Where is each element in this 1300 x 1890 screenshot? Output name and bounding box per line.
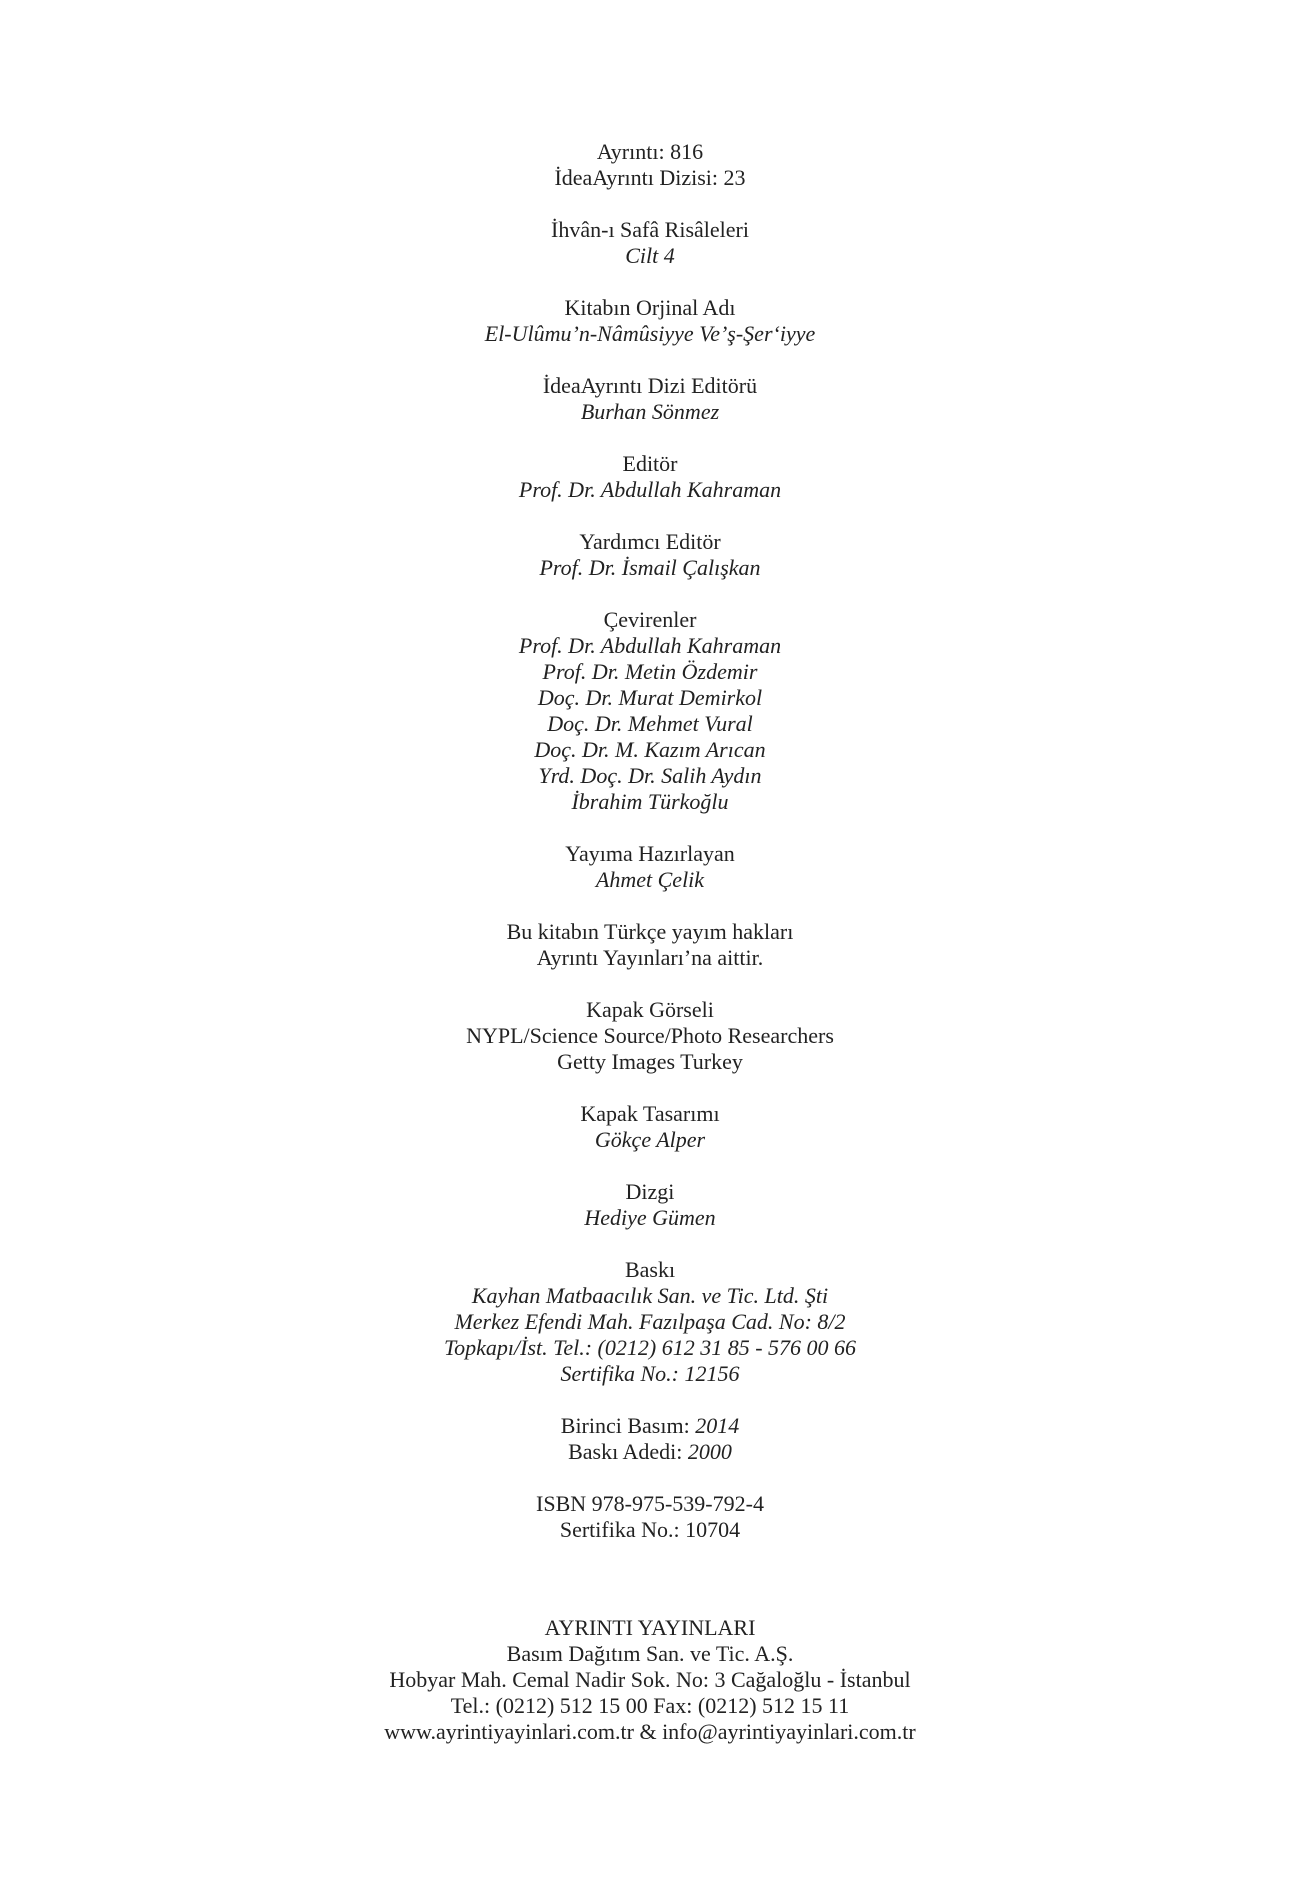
- assistant-editor-label: Yardımcı Editör: [579, 529, 721, 554]
- series-editor-label: İdeaAyrıntı Dizi Editörü: [542, 373, 758, 398]
- publisher-block: [0, 1615, 1300, 1745]
- publisher-company: Basım Dağıtım San. ve Tic. A.Ş.: [506, 1641, 794, 1666]
- book-volume: Cilt 4: [625, 243, 675, 268]
- printer-line: Topkapı/İst. Tel.: (0212) 612 31 85 - 576 00 66: [443, 1335, 857, 1360]
- print-run: [0, 1439, 1300, 1465]
- series-number: Ayrıntı: 816: [596, 139, 704, 164]
- publisher-name: AYRINTI YAYINLARI: [544, 1615, 756, 1640]
- prepared-by-name: Ahmet Çelik: [595, 867, 705, 892]
- translator-name: Yrd. Doç. Dr. Salih Aydın: [538, 763, 762, 788]
- publisher-web: www.ayrintiyayinlari.com.tr & info@ayrintiyayinlari.com.tr: [384, 1719, 916, 1744]
- printer-line: Merkez Efendi Mah. Fazılpaşa Cad. No: 8/2: [454, 1309, 846, 1334]
- cover-image-credit-1: NYPL/Science Source/Photo Researchers: [466, 1023, 834, 1048]
- translator-name: İbrahim Türkoğlu: [571, 789, 729, 814]
- printer-line: Sertifika No.: 12156: [560, 1361, 740, 1386]
- cover-image-credit-2: Getty Images Turkey: [557, 1049, 743, 1074]
- translator-name: Prof. Dr. Abdullah Kahraman: [518, 633, 782, 658]
- publisher-address: Hobyar Mah. Cemal Nadir Sok. No: 3 Cağaloğlu - İstanbul: [389, 1667, 911, 1692]
- translator-name: Doç. Dr. M. Kazım Arıcan: [534, 737, 766, 762]
- first-edition-year: 2014: [695, 1413, 740, 1438]
- prepared-by-label: Yayıma Hazırlayan: [565, 841, 735, 866]
- translators-label: Çevirenler: [603, 607, 697, 632]
- book-title: İhvân-ı Safâ Risâleleri: [551, 217, 749, 242]
- editor-label: Editör: [622, 451, 678, 476]
- assistant-editor-name: Prof. Dr. İsmail Çalışkan: [539, 555, 761, 580]
- original-title-label: Kitabın Orjinal Adı: [564, 295, 736, 320]
- first-edition: [0, 1413, 1300, 1439]
- original-title-value: El-Ulûmu’n-Nâmûsiyye Ve’ş-Şer‘iyye: [484, 321, 816, 346]
- typesetting-name: Hediye Gümen: [584, 1205, 716, 1230]
- first-edition-label: Birinci Basım:: [560, 1413, 690, 1438]
- series-editor-name: Burhan Sönmez: [580, 399, 720, 424]
- print-run-label: Baskı Adedi:: [568, 1439, 683, 1464]
- print-run-count: 2000: [687, 1439, 732, 1464]
- cover-design-label: Kapak Tasarımı: [580, 1101, 720, 1126]
- typesetting-label: Dizgi: [625, 1179, 675, 1204]
- printing-label: Baskı: [624, 1257, 676, 1282]
- rights-line-1: Bu kitabın Türkçe yayım hakları: [506, 919, 794, 944]
- isbn: ISBN 978-975-539-792-4: [536, 1491, 764, 1516]
- translator-name: Doç. Dr. Mehmet Vural: [547, 711, 753, 736]
- editor-name: Prof. Dr. Abdullah Kahraman: [518, 477, 782, 502]
- cover-image-label: Kapak Görseli: [586, 997, 714, 1022]
- translator-name: Doç. Dr. Murat Demirkol: [537, 685, 763, 710]
- idea-series-number: İdeaAyrıntı Dizisi: 23: [554, 165, 746, 190]
- rights-line-2: Ayrıntı Yayınları’na aittir.: [536, 945, 764, 970]
- printer-line: Kayhan Matbaacılık San. ve Tic. Ltd. Şti: [471, 1283, 829, 1308]
- publisher-certificate: Sertifika No.: 10704: [559, 1517, 741, 1542]
- publisher-phone: Tel.: (0212) 512 15 00 Fax: (0212) 512 15 11: [450, 1693, 850, 1718]
- cover-design-name: Gökçe Alper: [594, 1127, 706, 1152]
- colophon-block: [0, 139, 1300, 1543]
- translator-name: Prof. Dr. Metin Özdemir: [542, 659, 758, 684]
